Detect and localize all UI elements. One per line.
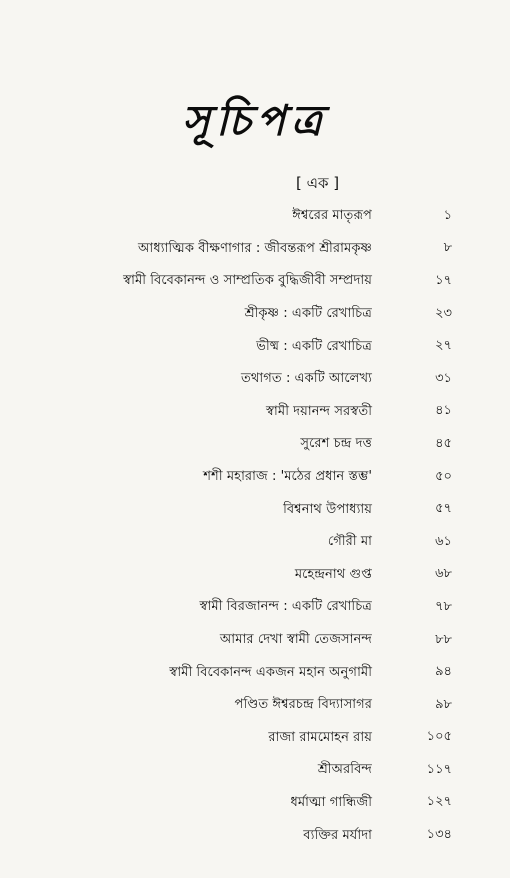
toc-entry — [0, 689, 510, 722]
toc-entry — [0, 396, 510, 429]
toc-entry-title: পণ্ডিত ঈশ্বরচন্দ্র বিদ্যাসাগর — [234, 697, 372, 713]
toc-entry-page: ৯৪ — [435, 664, 452, 680]
toc-entry — [0, 200, 510, 233]
toc-entry — [0, 298, 510, 331]
toc-entry — [0, 624, 510, 657]
section-heading: [ এক ] — [296, 174, 340, 192]
toc-entry-page: ৯৮ — [435, 696, 452, 712]
toc-entry-page: ১২৭ — [426, 794, 452, 810]
toc-entry-title: মহেন্দ্রনাথ গুপ্ত — [294, 566, 372, 582]
toc-entry-title: ধর্মাত্মা গান্ধিজী — [290, 794, 372, 810]
toc-entry-title: গৌরী মা — [327, 534, 372, 550]
toc-entry-title: তথাগত : একটি আলেখ্য — [240, 371, 372, 387]
toc-entry-page: ১০৫ — [426, 729, 452, 745]
toc-entry-title: শশী মহারাজ : 'মঠের প্রধান স্তম্ভ' — [203, 469, 372, 485]
toc-entry-page: ৮ — [443, 240, 452, 256]
toc-entry-title: রাজা রামমোহন রায় — [268, 729, 372, 745]
toc-entry-page: ৬৮ — [435, 566, 452, 582]
toc-entry — [0, 591, 510, 624]
toc-entry-title: স্বামী বিবেকানন্দ ও সাম্প্রতিক বুদ্ধিজীবী সম্প্রদায় — [123, 273, 372, 289]
toc-entry — [0, 233, 510, 266]
toc-entry-page: ১৩৪ — [426, 827, 452, 843]
toc-entry-page: ৬১ — [435, 533, 452, 549]
toc-entry-page: ২৩ — [435, 305, 452, 321]
toc-entry — [0, 787, 510, 820]
toc-entry-page: ৩১ — [435, 370, 452, 386]
toc-entry-page: ৮৮ — [435, 631, 452, 647]
toc-entry — [0, 428, 510, 461]
toc-list — [0, 200, 510, 852]
toc-entry-page: ৫৭ — [435, 501, 452, 517]
toc-entry-title: আমার দেখা স্বামী তেজসানন্দ — [219, 632, 372, 648]
toc-entry-title: সুরেশ চন্দ্র দত্ত — [300, 436, 372, 452]
toc-entry — [0, 754, 510, 787]
toc-entry — [0, 722, 510, 755]
toc-entry-title: শ্রীকৃষ্ণ : একটি রেখাচিত্র — [244, 306, 372, 322]
toc-entry-title: স্বামী বিবেকানন্দ একজন মহান অনুগামী — [169, 664, 372, 680]
toc-entry-page: ১ — [443, 207, 452, 223]
toc-entry-title: ভীষ্ম : একটি রেখাচিত্র — [256, 338, 372, 354]
toc-entry — [0, 559, 510, 592]
toc-entry-title: বিশ্বনাথ উপাধ্যায় — [283, 501, 372, 517]
toc-entry — [0, 265, 510, 298]
toc-entry-page: ৪৫ — [435, 435, 452, 451]
toc-entry — [0, 526, 510, 559]
toc-entry-title: ব্যক্তির মর্যাদা — [303, 827, 372, 843]
toc-entry-page: ২৭ — [435, 338, 452, 354]
toc-entry-title: ঈশ্বরের মাতৃরূপ — [292, 208, 372, 224]
toc-entry-title: শ্রীঅরবিন্দ — [317, 762, 372, 778]
toc-entry-title: আধ্যাত্মিক বীক্ষণাগার : জীবন্তরূপ শ্রীরামকৃষ্ণ — [137, 240, 372, 256]
toc-entry — [0, 461, 510, 494]
toc-entry — [0, 330, 510, 363]
toc-entry-page: ৪১ — [435, 403, 452, 419]
toc-entry-title: স্বামী বিরজানন্দ : একটি রেখাচিত্র — [199, 599, 372, 615]
toc-entry — [0, 493, 510, 526]
toc-entry-page: ৫০ — [435, 468, 452, 484]
toc-entry-page: ১১৭ — [426, 761, 452, 777]
toc-entry-page: ৭৮ — [435, 598, 452, 614]
toc-entry — [0, 656, 510, 689]
toc-entry — [0, 363, 510, 396]
toc-entry-title: স্বামী দয়ানন্দ সরস্বতী — [266, 403, 372, 419]
toc-entry-page: ১৭ — [435, 272, 452, 288]
toc-entry — [0, 819, 510, 852]
page-title: সূচিপত্র — [182, 96, 328, 145]
